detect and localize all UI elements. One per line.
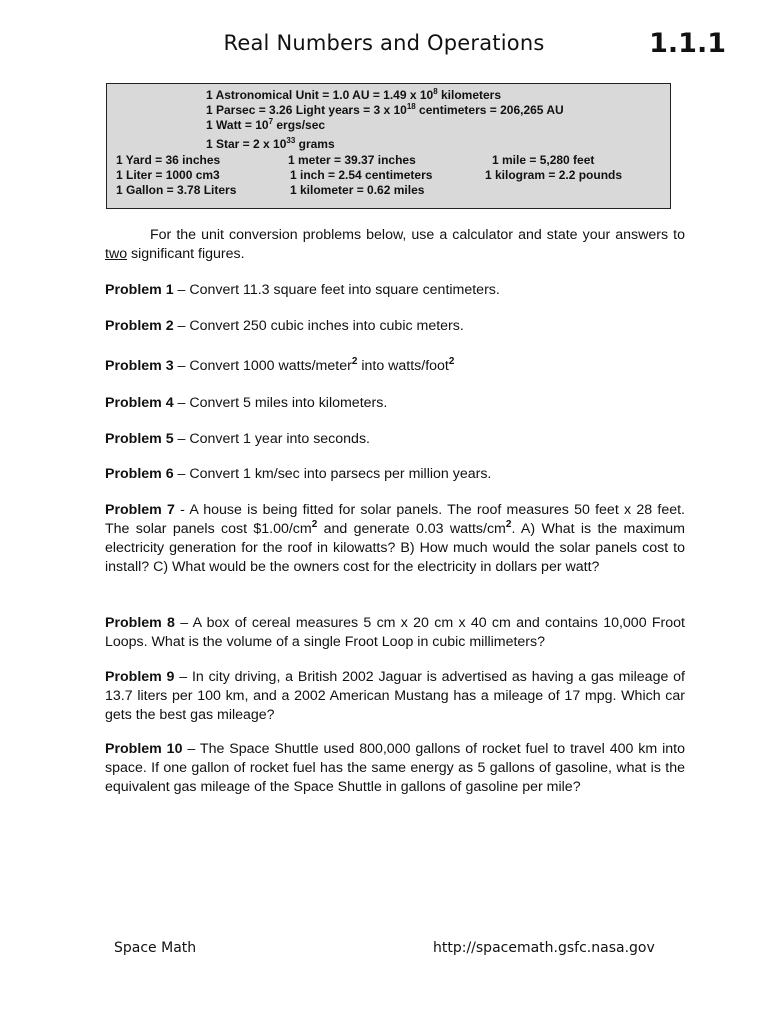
page-title: Real Numbers and Operations <box>223 31 545 55</box>
conversion-kilogram: 1 kilogram = 2.2 pounds <box>485 168 623 182</box>
problem-10: Problem 10 – The Space Shuttle used 800,000 gallons of rocket fuel to travel 400 km into space. If one gallon of rocket fuel has the same energy as 5 gallons of gasoline, what is the equivalent gas mileage of the Space Shuttle in gallons of gasoline per mile? <box>105 741 685 795</box>
conversion-inch: 1 inch = 2.54 centimeters <box>290 168 433 182</box>
problem-1: Problem 1 – Convert 11.3 square feet into square centimeters. <box>105 282 500 298</box>
problem-5: Problem 5 – Convert 1 year into seconds. <box>105 431 370 447</box>
footer-url: http://spacemath.gsfc.nasa.gov <box>433 940 655 956</box>
problem-8: Problem 8 – A box of cereal measures 5 cm x 20 cm x 40 cm and contains 10,000 Froot Loops. What is the volume of a single Froot Loop in cubic millimeters? <box>105 615 685 650</box>
conversion-parsec: 1 Parsec = 3.26 Light years = 3 x $10^{18}$ centimeters = 206,265 AU <box>206 102 564 117</box>
intro-paragraph: For the unit conversion problems below, use a calculator and state your answers to two significant figures. <box>105 227 685 262</box>
conversion-watt: 1 Watt = $10^7$ ergs/sec <box>206 117 326 132</box>
conversion-liter: 1 Liter = 1000 cm3 <box>116 168 220 182</box>
conversion-gallon: 1 Gallon = 3.78 Liters <box>116 183 237 197</box>
problem-7: Problem 7 - A house is being fitted for solar panels. The roof measures 50 feet x 28 feet. The solar panels cost $\$1.00/cm^2$ and generate 0.03 watts/$cm^2$. A) What is the maximum electricity generation for the roof in kilowatts? B) How much would the solar panels cost to install? C) What would be the owners cost for the electricity in dollars per watt? <box>105 502 686 575</box>
problem-2: Problem 2 – Convert 250 cubic inches into cubic meters. <box>105 318 464 334</box>
conversion-kilometer: 1 kilometer = 0.62 miles <box>290 183 425 197</box>
conversion-yard: 1 Yard = 36 inches <box>116 153 221 167</box>
conversion-meter: 1 meter = 39.37 inches <box>288 153 416 167</box>
problem-6: Problem 6 – Convert 1 km/sec into parsecs per million years. <box>105 466 492 482</box>
section-number: 1.1.1 <box>649 28 726 59</box>
conversion-au: 1 Astronomical Unit = 1.0 AU = 1.49 x $10^8$ kilometers <box>206 87 502 102</box>
problem-3: Problem 3 – Convert 1000 watts/meter$^2$ into watts/foot$^2$ <box>105 356 455 374</box>
footer-left: Space Math <box>114 940 197 956</box>
conversion-mile: 1 mile = 5,280 feet <box>492 153 595 167</box>
conversion-box <box>106 83 671 209</box>
problem-9: Problem 9 – In city driving, a British 2002 Jaguar is advertised as having a gas mileage of 13.7 liters per 100 km, and a 2002 American Mustang has a mileage of 17 mpg. Which car gets the best gas mileage? <box>105 669 685 723</box>
problem-4: Problem 4 – Convert 5 miles into kilometers. <box>105 395 388 411</box>
conversion-star: 1 Star = 2 x $10^{33}$ grams <box>206 136 335 151</box>
